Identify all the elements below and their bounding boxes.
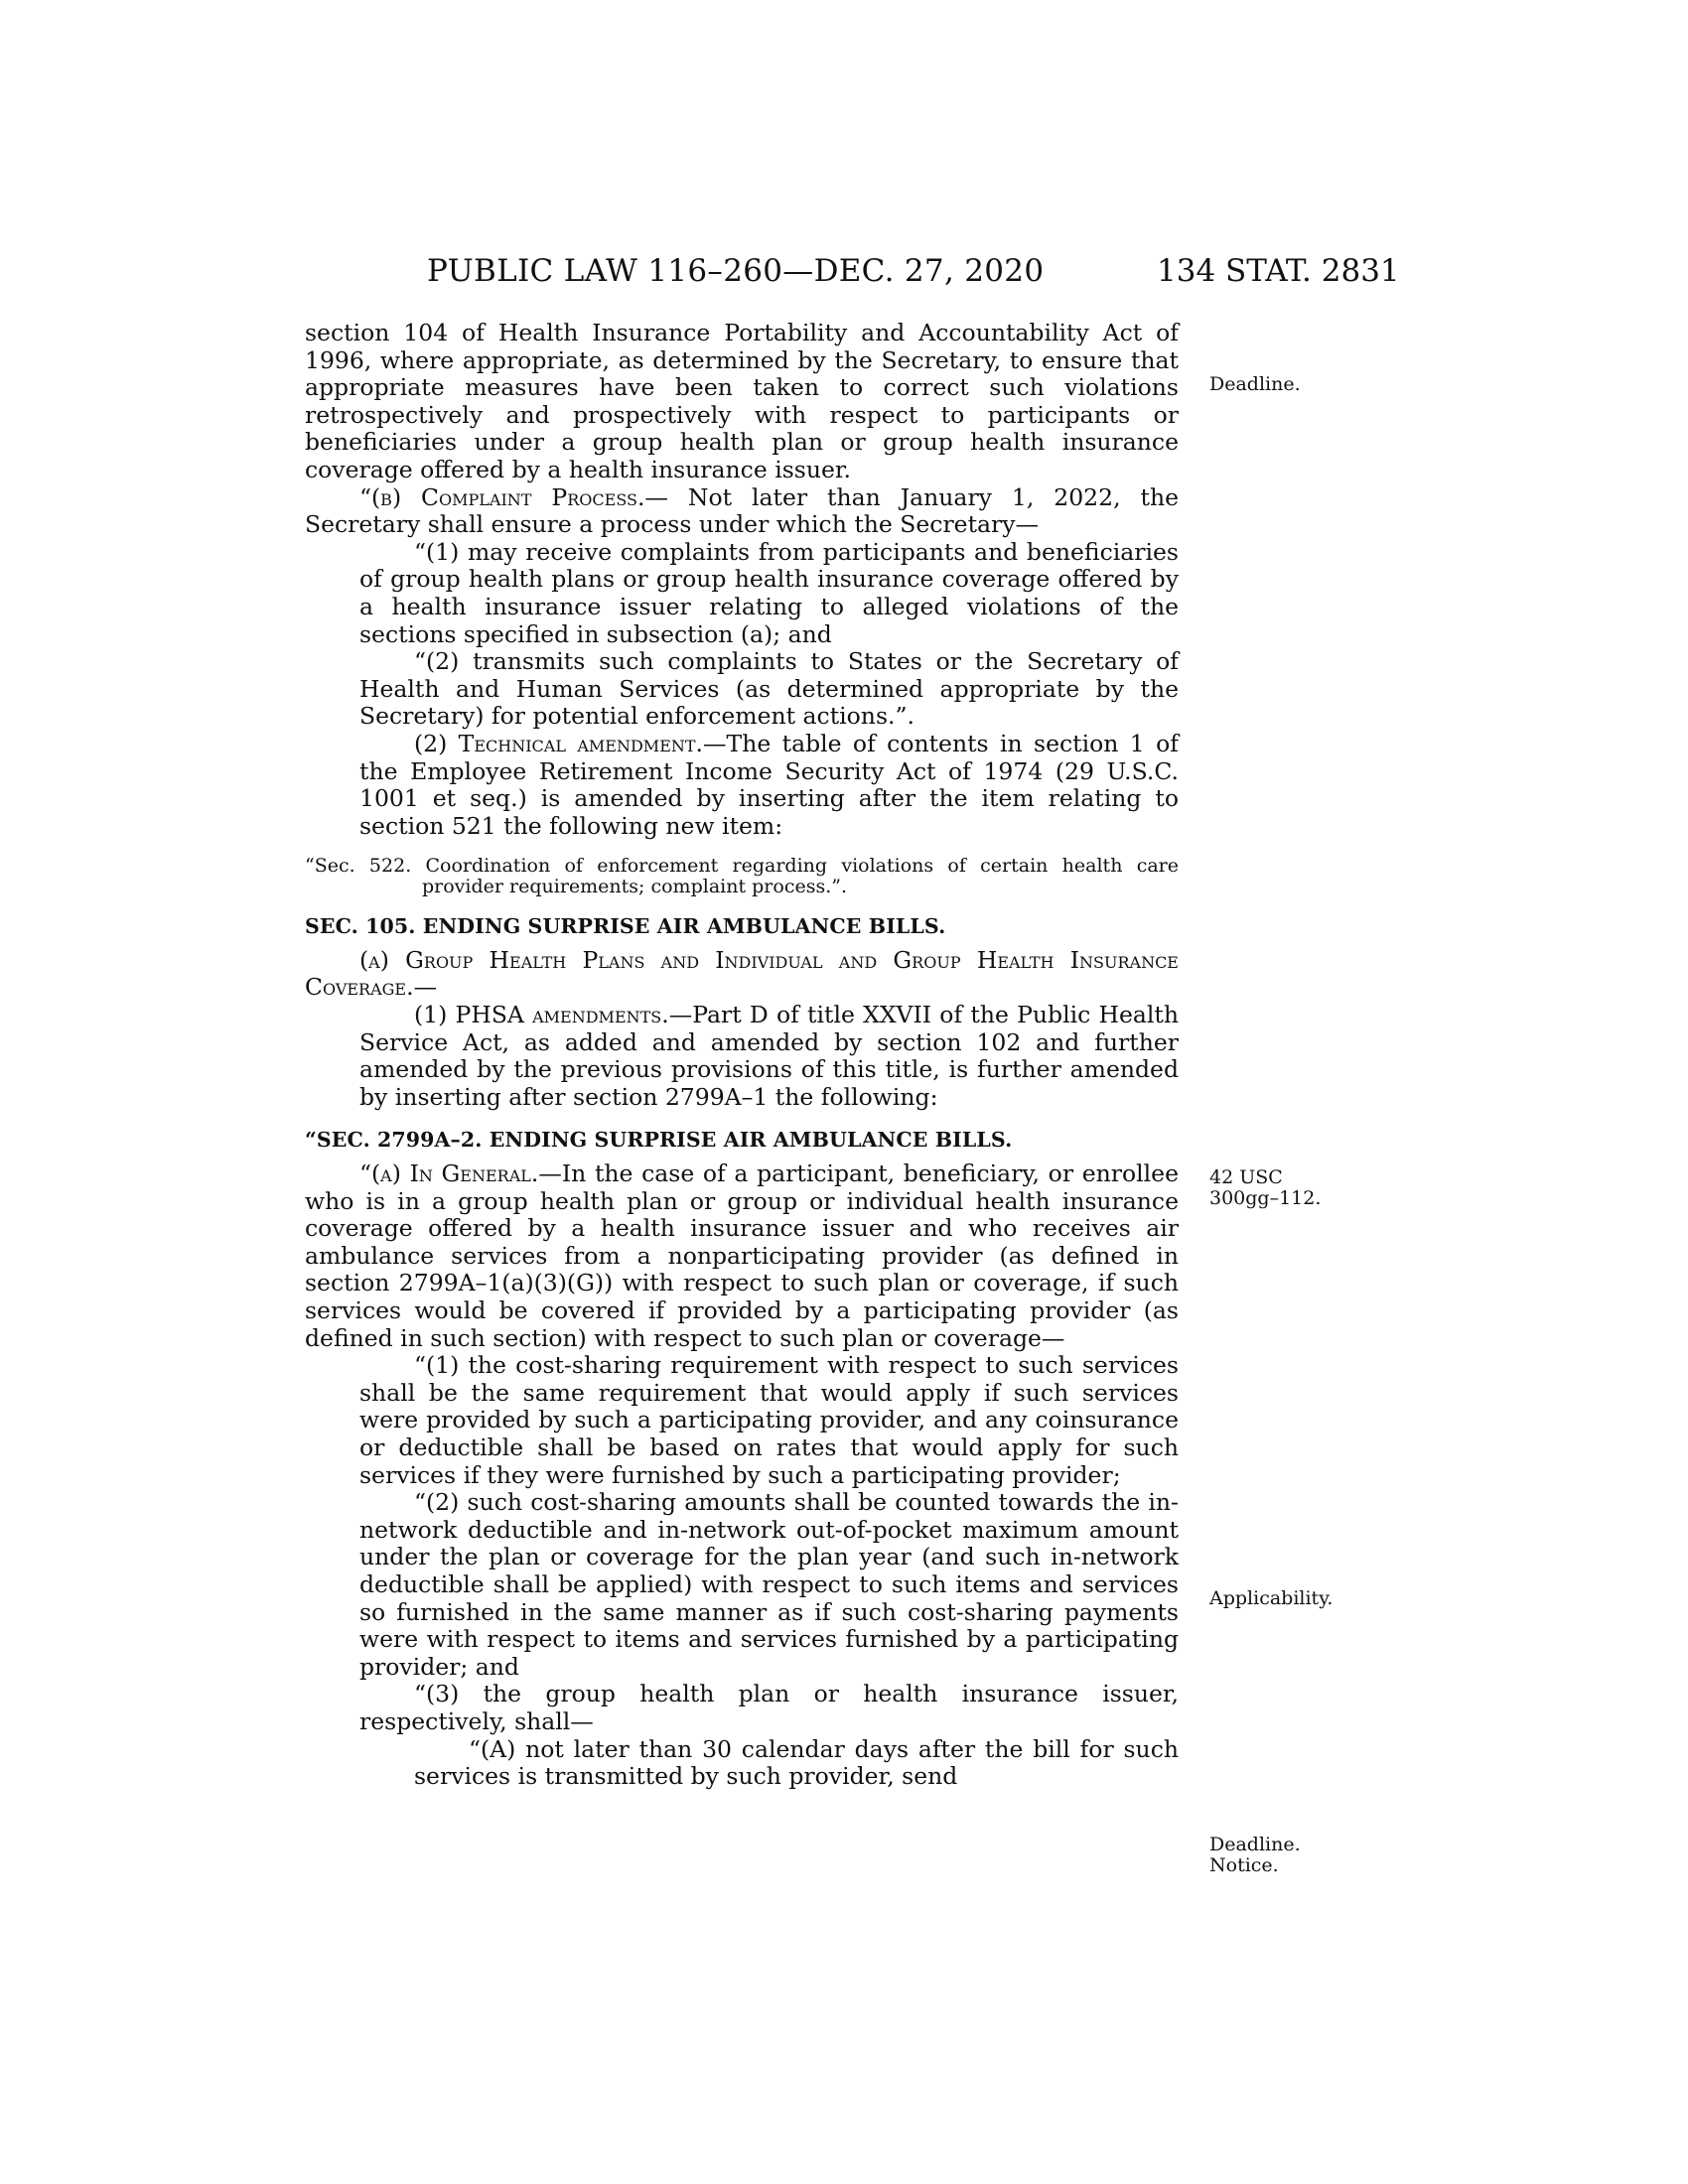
heading-technical-amendment: (2) Technical amendment. — [414, 729, 704, 757]
paragraph-cost-sharing-1: “(1) the cost-sharing requirement with respect to such services shall be the same requirement that would apply if such services were provided by such a participating provider, and any coinsurance or deductible shall be based on rates that would apply for such services if they were furnished by such a participating provider; — [359, 1351, 1179, 1489]
margin-note-notice: Notice. — [1209, 1854, 1279, 1876]
margin-note-deadline-2: Deadline. — [1209, 1834, 1301, 1855]
heading-phsa-amendments: (1) PHSA amendments. — [414, 1001, 669, 1029]
paragraph-phsa-amendments — [305, 1002, 1179, 1111]
paragraph-cost-sharing-2: “(2) such cost-sharing amounts shall be counted towards the in-network deductible and in-network out-of-pocket maximum amount under the plan or coverage for the plan year (and such in-network deductible shall be applied) with respect to such items and services so furnished in the same manner as if such cost-sharing payments were with respect to items and services furnished by a participating provider; and — [359, 1488, 1179, 1681]
text-complaint-process: Not later than January 1, 2022, the Secretary shall ensure a process under which the Secretary— — [305, 482, 1179, 539]
margin-note-usc-line1: 42 USC — [1209, 1166, 1283, 1188]
text-phsa-amendments: —Part D of title XXVII of the Public Health Service Act, as added and amended by section 102 and further amended by the previous provisions of this title, is further amended by inserting after section 2799A–1 the following: — [359, 1001, 1179, 1111]
paragraph-complaint-process — [305, 484, 1179, 539]
heading-in-general: “(a) In General. — [359, 1160, 539, 1188]
section-2799a2-heading: “SEC. 2799A–2. ENDING SURPRISE AIR AMBULANCE BILLS. — [305, 1128, 1013, 1153]
table-of-contents-item: “Sec. 522. Coordination of enforcement regarding violations of certain health care provider requirements; complaint process.”. — [305, 855, 1179, 898]
paragraph-in-general — [305, 1160, 1179, 1352]
text-technical-amendment: —The table of contents in section 1 of the Employee Retirement Income Security Act of 1974 (29 U.S.C. 1001 et seq.) is amended by inserting after the item relating to section 521 the following new item: — [359, 729, 1179, 840]
paragraph-technical-amendment — [305, 731, 1179, 840]
heading-complaint-process: “(b) Complaint Process.— — [359, 482, 668, 511]
text-in-general: —In the case of a participant, beneficiary, or enrollee who is in a group health plan or group or individual health insurance coverage offered by a health insurance issuer and who receives air ambulance services from a nonparticipating provider (as defined in section 2799A–1(a)(3)(G)) with respect to such plan or coverage, if such services would be covered if provided by a participating provider (as defined in such section) with respect to such plan or coverage— — [305, 1160, 1179, 1352]
paragraph-item-1: “(1) may receive complaints from participants and beneficiaries of group health plans or group health insurance coverage offered by a health insurance issuer relating to alleged violations of the sections specified in subsection (a); and — [359, 537, 1179, 648]
page-header — [0, 253, 1688, 293]
margin-note-usc-line2: 300gg–112. — [1209, 1187, 1322, 1209]
header-title: PUBLIC LAW 116–260—DEC. 27, 2020 — [427, 253, 1045, 289]
paragraph-item-3: “(3) the group health plan or health insurance issuer, respectively, shall— — [359, 1680, 1179, 1735]
paragraph-item-2: “(2) transmits such complaints to States or the Secretary of Health and Human Services (as determined appropriate by the Secretary) for potential enforcement actions.”. — [359, 647, 1179, 731]
margin-note-applicability: Applicability. — [1209, 1587, 1334, 1609]
margin-note-deadline: Deadline. — [1209, 373, 1301, 395]
paragraph-item-a: “(A) not later than 30 calendar days after the bill for such services is transmitted by such provider, send — [414, 1734, 1179, 1791]
section-105-heading: SEC. 105. ENDING SURPRISE AIR AMBULANCE BILLS. — [305, 914, 946, 939]
document-body — [305, 320, 1179, 1791]
subsection-a-heading: (a) Group Health Plans and Individual and Group Health Insurance Coverage.— — [305, 945, 1179, 1002]
header-stat-page: 134 STAT. 2831 — [1157, 253, 1400, 289]
paragraph-continuation: section 104 of Health Insurance Portability and Accountability Act of 1996, where appropriate, as determined by the Secretary, to ensure that appropriate measures have been taken to correct such violations retrospectively and prospectively with respect to participants or beneficiaries under a group health plan or group health insurance coverage offered by a health insurance issuer. — [305, 319, 1179, 483]
